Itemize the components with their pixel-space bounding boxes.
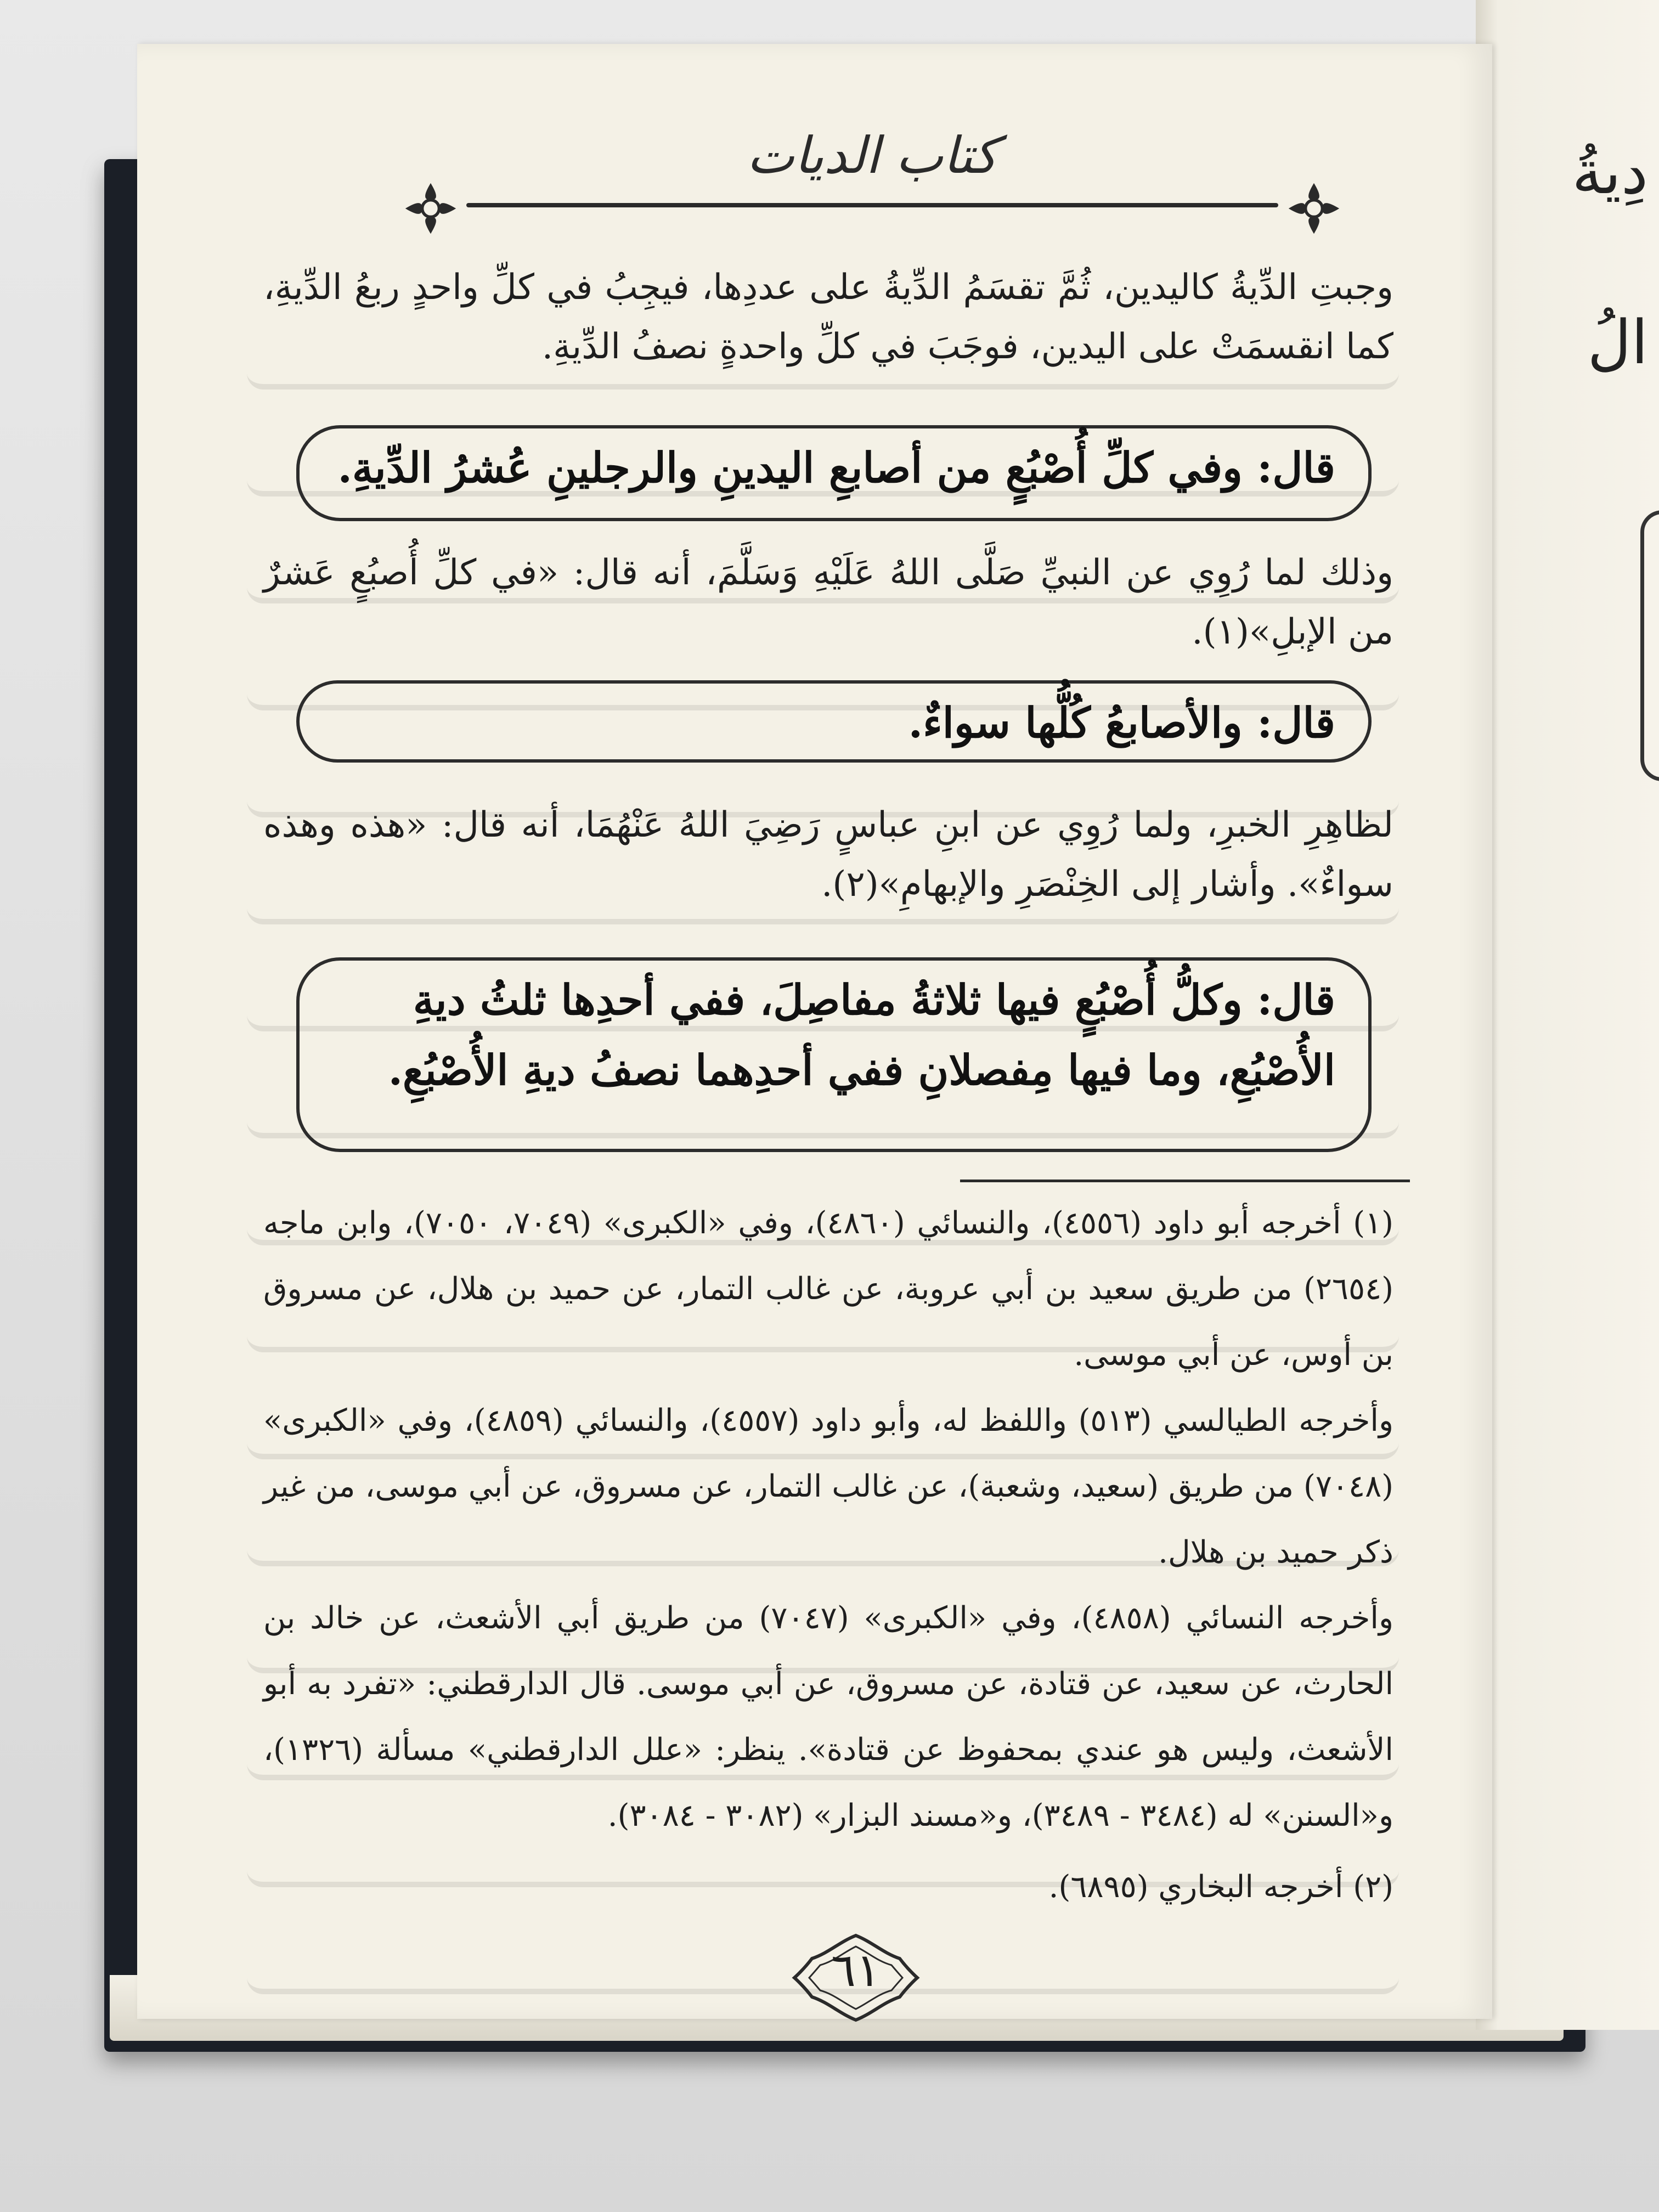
paragraph: وذلك لما رُوِي عن النبيِّ صَلَّى اللهُ عَلَيْهِ وَسَلَّمَ، أنه قال: «في كلِّ أُصبُعٍ عَشرٌ من الإبلِ»(١). bbox=[263, 552, 1394, 652]
matn-box bbox=[296, 425, 1372, 521]
paragraph: لظاهِرِ الخبرِ، ولما رُوِي عن ابنِ عباسٍ رَضِيَ اللهُ عَنْهُمَا، أنه قال: «هذه وهذه سواءٌ». وأشار إلى الخِنْصَرِ والإبهامِ»(٢). bbox=[263, 805, 1393, 905]
footnote: (١) أخرجه أبو داود (٤٥٥٦)، والنسائي (٤٨٦٠)، وفي «الكبرى» (٧٠٤٩، ٧٠٥٠)، وابن ماجه (٢٦٥٤) من طريق سعيد بن أبي عروبة، عن غالب التمار، عن حميد بن هلال، عن مسروق بن أوس، عن أبي موسى. bbox=[263, 1205, 1394, 1373]
footnote: (٢) أخرجه البخاري (٦٨٩٥). bbox=[1048, 1869, 1393, 1905]
page-number: ٦١ bbox=[831, 1943, 881, 1997]
facing-page-text-fragment: الُ bbox=[1587, 307, 1648, 377]
facing-page bbox=[1476, 0, 1659, 2030]
qal-label: قال: bbox=[1257, 698, 1335, 747]
footnote: وأخرجه الطيالسي (٥١٣) واللفظ له، وأبو داود (٤٥٥٧)، والنسائي (٤٨٥٩)، وفي «الكبرى» (٧٠٤٨) من طريق (سعيد، وشعبة)، عن غالب التمار، عن مسروق، عن أبي موسى، من غير ذكر حميد بن هلال. bbox=[263, 1403, 1394, 1570]
footnote: وأخرجه النسائي (٤٨٥٨)، وفي «الكبرى» (٧٠٤٧) من طريق أبي الأشعث، عن خالد بن الحارث، عن سعيد، عن قتادة، عن مسروق، عن أبي موسى. قال الدارقطني: «تفرد به أبو الأشعث، وليس هو عندي بمحفوظ عن قتادة». ينظر: «علل الدارقطني» مسألة (١٣٢٦)، و«السنن» له (٣٤٨٤ - ٣٤٨٩)، و«مسند البزار» (٣٠٨٢ - ٣٠٨٤). bbox=[263, 1600, 1394, 1833]
header-rule bbox=[466, 203, 1278, 207]
ornament-icon bbox=[1284, 178, 1344, 239]
matn-text: وكلُّ أُصْبُعٍ فيها ثلاثةُ مفاصِلَ، ففي أحدِها ثلثُ ديةِ الأُصْبُعِ، وما فيها مِفصلانِ ففي أحدِهما نصفُ ديةِ الأُصْبُعِ. bbox=[388, 975, 1335, 1094]
footnote-separator bbox=[960, 1180, 1410, 1182]
page-number-ornament bbox=[790, 1931, 922, 2024]
paragraph: وجبتِ الدِّيةُ كاليدين، ثُمَّ تقسَمُ الدِّيةُ على عددِها، فيجِبُ في كلِّ واحدٍ ربعُ الدِّيةِ، كما انقسمَتْ على اليدين، فوجَبَ في كلِّ واحدةٍ نصفُ الدِّيةِ. bbox=[263, 267, 1393, 367]
ornament-icon bbox=[400, 178, 461, 239]
matn-text: والأصابعُ كُلُّها سواءٌ. bbox=[908, 698, 1243, 747]
matn-box bbox=[296, 957, 1372, 1152]
qal-label: قال: bbox=[1257, 443, 1335, 492]
page-header bbox=[406, 126, 1339, 225]
matn-text: وفي كلِّ أُصْبُعٍ من أصابعِ اليدينِ والرجلينِ عُشرُ الدِّيةِ. bbox=[337, 443, 1243, 492]
facing-page-text-fragment: دِيةُ bbox=[1572, 137, 1648, 207]
page-title: كتاب الديات bbox=[747, 126, 998, 185]
facing-page-frame bbox=[1640, 510, 1659, 781]
qal-label: قال: bbox=[1257, 975, 1335, 1024]
matn-box bbox=[296, 680, 1372, 763]
